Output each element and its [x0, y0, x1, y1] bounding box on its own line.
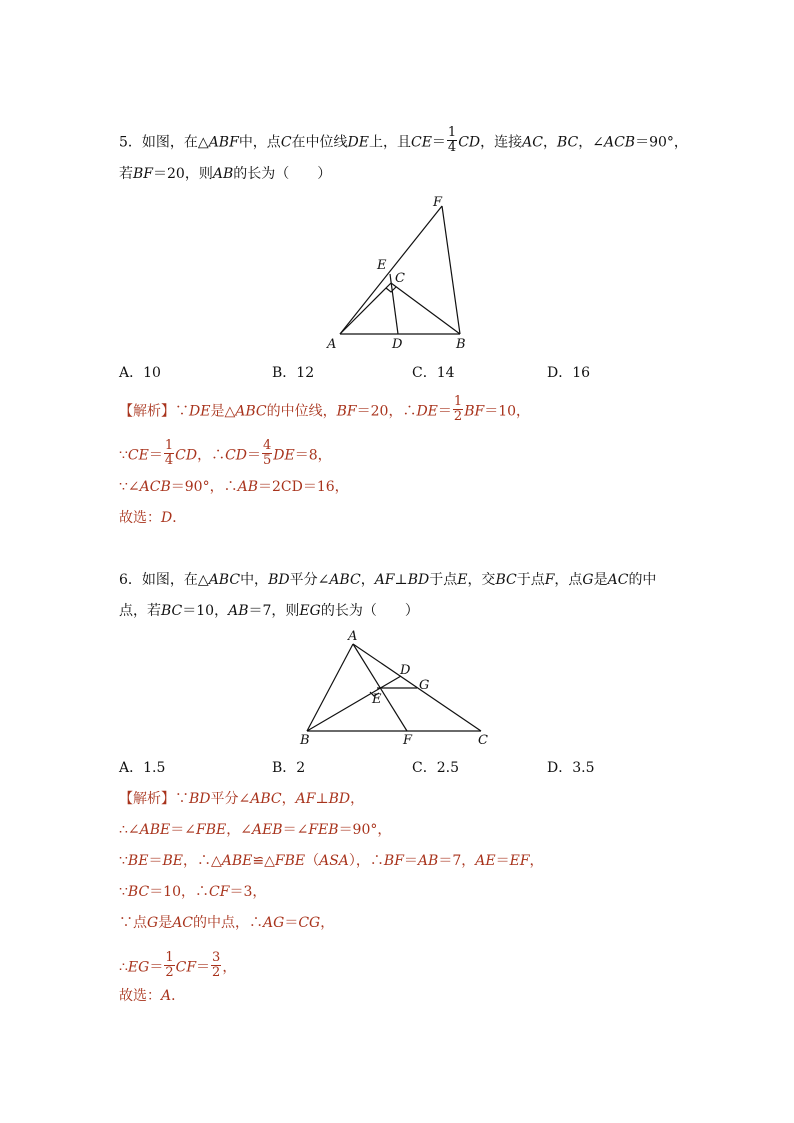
analysis-line: ∵BC＝10，∴CF＝3， — [119, 884, 267, 900]
option-d[interactable]: D．16 — [547, 365, 591, 381]
label-f: F — [403, 733, 413, 748]
analysis-line: 故选：A． — [119, 988, 186, 1004]
label-c: C — [395, 271, 405, 286]
option-d[interactable]: D．3.5 — [547, 760, 595, 776]
analysis-line: 【解析】∵DE是△ABC的中位线，BF＝20，∴DE＝ $\frac{1}{2}$ BF＝10， — [119, 394, 531, 424]
label-b: B — [300, 733, 310, 748]
option-a[interactable]: A．10 — [119, 365, 161, 381]
option-b[interactable]: B．12 — [272, 365, 315, 381]
analysis-line: ∵∠ACB＝90°，∴AB＝2CD＝16， — [119, 479, 349, 495]
label-g: G — [419, 678, 430, 693]
label-a: A — [327, 337, 337, 352]
analysis-line: ∵点G是AC的中点，∴AG＝CG， — [119, 915, 335, 931]
label-f: F — [433, 195, 443, 210]
analysis-tag: 【解析】 — [119, 403, 175, 420]
q6-stem-line1: 6．如图，在△ABC中，BD平分∠ABC，AF⊥BD于点E，交BC于点F，点G是AC的中 — [119, 572, 657, 588]
label-d: D — [392, 337, 403, 352]
option-a[interactable]: A．1.5 — [119, 760, 166, 776]
fraction: $\frac{3}{2}$ — [212, 950, 221, 980]
fraction: $\frac{4}{5}$ — [263, 438, 272, 468]
analysis-tag: 【解析】 — [119, 791, 175, 807]
fraction: $\frac{1}{4}$ — [164, 438, 174, 468]
fraction: $\frac{1}{4}$ — [447, 125, 457, 155]
fraction: $\frac{1}{2}$ — [165, 950, 174, 980]
option-c[interactable]: C．14 — [412, 365, 455, 381]
option-b[interactable]: B．2 — [272, 760, 306, 776]
label-e: E — [377, 258, 387, 273]
label-e: E — [372, 692, 382, 707]
q6-stem-line2: 点，若BC＝10，AB＝7，则EG的长为（ ） — [119, 603, 419, 619]
analysis-line: ∴EG＝ $\frac{1}{2}$ CF＝ $\frac{3}{2}$ ， — [119, 950, 237, 980]
q5-stem-line2: 若BF＝20，则AB的长为（ ） — [119, 166, 332, 182]
analysis-line: ∵BE＝BE，∴△ABE≌△FBE（ASA），∴BF＝AB＝7，AE＝EF， — [119, 853, 544, 869]
label-d: D — [400, 663, 411, 678]
segment-fb — [442, 206, 460, 334]
segment-ac — [340, 283, 391, 334]
segment-cb — [391, 283, 460, 334]
label-c: C — [478, 733, 488, 748]
analysis-line: ∴∠ABE＝∠FBE，∠AEB＝∠FEB＝90°， — [119, 822, 392, 838]
analysis-line: 故选：D． — [119, 510, 187, 526]
q5-figure — [320, 190, 480, 355]
q6-figure — [295, 628, 495, 750]
analysis-line: 【解析】∵BD平分∠ABC，AF⊥BD， — [119, 791, 365, 807]
analysis-line: ∵CE＝ $\frac{1}{4}$ CD，∴CD＝ $\frac{4}{5}$ DE＝8， — [119, 438, 332, 468]
right-angle-mark — [386, 287, 396, 292]
fraction: $\frac{1}{2}$ — [453, 394, 463, 424]
option-c[interactable]: C．2.5 — [412, 760, 459, 776]
label-b: B — [456, 337, 466, 352]
q5-stem-line1: 5．如图，在△ABF中，点C在中位线DE上，且CE＝ $\frac{1}{4}$ CD，连接AC，BC，∠ACB＝90°， — [119, 125, 688, 155]
label-a: A — [348, 629, 358, 644]
segment-af — [340, 206, 442, 334]
